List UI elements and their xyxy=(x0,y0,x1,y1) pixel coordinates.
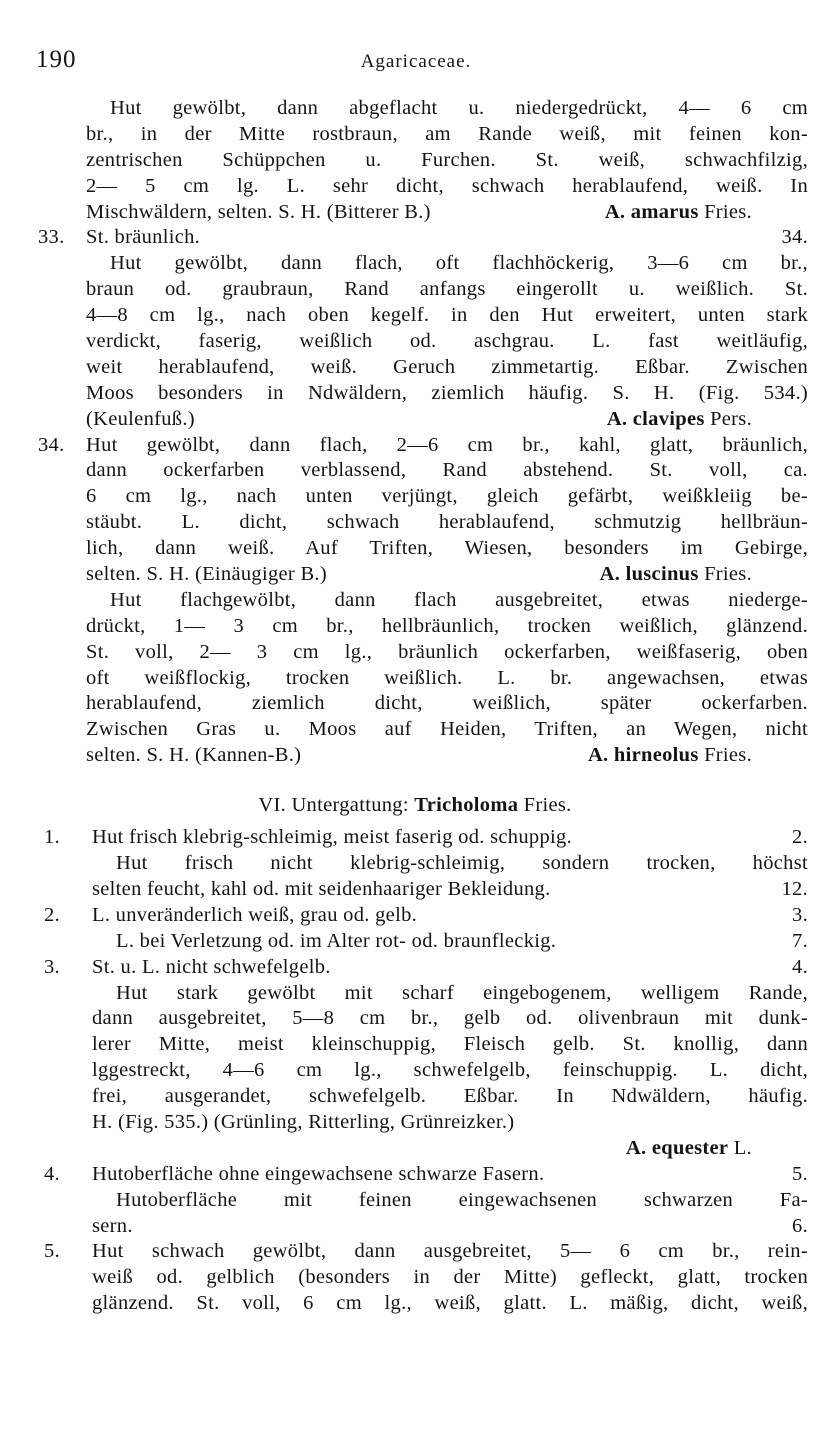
section-heading xyxy=(0,791,830,819)
text-line xyxy=(0,743,830,769)
section-author: Fries. xyxy=(518,794,572,817)
text-line-content: lggestreckt, 4—6 cm lg., schwefelgelb, feinschuppig. L. dicht, xyxy=(92,1059,808,1082)
page-header xyxy=(36,46,796,80)
text-line-content: frei, ausgerandet, schwefelgelb. Eßbar. In Ndwäldern, häufig. xyxy=(92,1085,808,1108)
text-line xyxy=(0,851,830,877)
text-line xyxy=(0,96,830,122)
text-line xyxy=(0,903,830,929)
key-text xyxy=(0,96,830,1317)
text-line xyxy=(0,355,830,381)
text-line-content: Hutoberfläche mit feinen eingewachsenen schwarzen Fa- xyxy=(116,1188,808,1211)
key-number: 3. xyxy=(44,955,60,978)
text-line-content: lerer Mitte, meist kleinschuppig, Fleisch gelb. St. knollig, dann xyxy=(92,1033,808,1056)
species-author: Fries. xyxy=(698,563,752,586)
species-binomial: A. equester xyxy=(625,1136,729,1159)
text-line xyxy=(0,407,830,433)
text-line xyxy=(0,640,830,666)
text-line-content: Zwischen Gras u. Moos auf Heiden, Triften, an Wegen, nicht xyxy=(86,718,808,741)
species-author: Fries. xyxy=(698,200,752,223)
species-name xyxy=(588,743,752,769)
species-author: Pers. xyxy=(704,407,752,430)
text-line-content: braun od. graubraun, Rand anfangs eingerollt u. weißlich. St. xyxy=(86,278,808,301)
species-name xyxy=(607,407,752,433)
text-line-content: dann ausgebreitet, 5—8 cm br., gelb od. olivenbraun mit dunk- xyxy=(92,1007,808,1030)
text-line xyxy=(0,536,830,562)
key-number: 34. xyxy=(38,433,65,456)
text-line xyxy=(0,329,830,355)
text-line-content: selten. S. H. (Kannen-B.) xyxy=(86,744,302,767)
key-number: 33. xyxy=(38,226,65,249)
text-line-content: oft weißflockig, trocken weißlich. L. br. angewachsen, etwas xyxy=(86,666,808,689)
text-line xyxy=(0,1032,830,1058)
text-line-content: St. u. L. nicht schwefelgelb. xyxy=(92,955,331,978)
key-reference: 6. xyxy=(792,1214,808,1237)
text-line xyxy=(0,717,830,743)
text-line xyxy=(0,484,830,510)
species-binomial: A. amarus xyxy=(604,200,699,223)
key-reference: 34. xyxy=(781,226,808,249)
text-line xyxy=(0,458,830,484)
text-line xyxy=(0,200,830,226)
text-line-content: Hutoberfläche ohne eingewachsene schwarze Fasern. xyxy=(92,1162,545,1185)
text-line-content: St. voll, 2— 3 cm lg., bräunlich ockerfarben, weißfaserig, oben xyxy=(86,640,808,663)
text-line xyxy=(0,174,830,200)
text-line-content: L. bei Verletzung od. im Alter rot- od. braunfleckig. xyxy=(116,929,557,952)
text-line-content: Mischwäldern, selten. S. H. (Bitterer B.) xyxy=(86,200,431,223)
text-line-content: Moos besonders in Ndwäldern, ziemlich häufig. S. H. (Fig. 534.) xyxy=(86,381,808,404)
text-line-content: 2— 5 cm lg. L. sehr dicht, schwach herablaufend, weiß. In xyxy=(86,174,808,197)
species-name xyxy=(605,200,752,226)
text-line xyxy=(0,825,830,851)
key-number: 1. xyxy=(44,826,60,849)
text-line xyxy=(0,251,830,277)
text-line xyxy=(0,666,830,692)
key-number: 2. xyxy=(44,903,60,926)
text-line-content: St. bräunlich. xyxy=(86,226,201,249)
text-line xyxy=(0,1006,830,1032)
text-line-content: H. (Fig. 535.) (Grünling, Ritterling, Grünreizker.) xyxy=(92,1110,515,1133)
text-line-content: Hut gewölbt, dann flach, oft flachhöckerig, 3—6 cm br., xyxy=(110,252,808,275)
species-author: Fries. xyxy=(698,744,752,767)
species-name xyxy=(626,1136,752,1162)
text-line xyxy=(0,303,830,329)
key-reference: 7. xyxy=(792,929,808,952)
species-author: L. xyxy=(728,1136,752,1159)
text-line xyxy=(0,1136,830,1162)
text-line xyxy=(0,614,830,640)
text-line xyxy=(0,1058,830,1084)
text-line-content: br., in der Mitte rostbraun, am Rande weiß, mit feinen kon- xyxy=(86,122,808,145)
text-line xyxy=(0,1239,830,1265)
text-line xyxy=(0,877,830,903)
text-line-content: glänzend. St. voll, 6 cm lg., weiß, glatt. L. mäßig, dicht, weiß, xyxy=(92,1292,808,1315)
text-line-content: Hut frisch klebrig-schleimig, meist faserig od. schuppig. xyxy=(92,826,572,849)
text-line-content: Hut flachgewölbt, dann flach ausgebreitet, etwas niederge- xyxy=(110,588,808,611)
text-line xyxy=(0,929,830,955)
text-line xyxy=(0,562,830,588)
text-line-content: Hut schwach gewölbt, dann ausgebreitet, 5— 6 cm br., rein- xyxy=(92,1240,808,1263)
text-line xyxy=(0,277,830,303)
text-line xyxy=(0,225,830,251)
text-line-content: selten. S. H. (Einäugiger B.) xyxy=(86,563,327,586)
text-line xyxy=(0,510,830,536)
text-line xyxy=(0,1084,830,1110)
text-line xyxy=(0,1110,830,1136)
running-head: Agaricaceae. xyxy=(360,51,472,72)
text-line xyxy=(0,122,830,148)
text-line-content: Hut gewölbt, dann abgeflacht u. niedergedrückt, 4— 6 cm xyxy=(110,97,808,119)
text-line-content: 4—8 cm lg., nach oben kegelf. in den Hut erweitert, unten stark xyxy=(86,304,808,327)
text-line-content: selten feucht, kahl od. mit seidenhaariger Bekleidung. xyxy=(92,877,551,900)
text-line-content: weit herablaufend, weiß. Geruch zimmetartig. Eßbar. Zwischen xyxy=(86,355,808,378)
text-line-content: Hut stark gewölbt mit scharf eingebogenem, welligem Rande, xyxy=(116,981,808,1004)
key-number: 5. xyxy=(44,1240,60,1263)
species-binomial: A. hirneolus xyxy=(587,744,699,767)
text-line xyxy=(0,1291,830,1317)
text-line xyxy=(0,1265,830,1291)
text-line-content: sern. xyxy=(92,1214,133,1237)
text-line-content: lich, dann weiß. Auf Triften, Wiesen, besonders im Gebirge, xyxy=(86,537,808,560)
text-line xyxy=(0,1214,830,1240)
species-binomial: A. luscinus xyxy=(599,563,699,586)
text-line-content: weiß od. gelblich (besonders in der Mitte) gefleckt, glatt, trocken xyxy=(92,1266,808,1289)
text-line-content: Hut frisch nicht klebrig-schleimig, sondern trocken, höchst xyxy=(116,852,808,875)
text-line-content: dann ockerfarben verblassend, Rand abstehend. St. voll, ca. xyxy=(86,459,808,482)
text-line-content: verdickt, faserig, weißlich od. aschgrau. L. fast weitläufig, xyxy=(86,330,808,353)
text-line xyxy=(0,1162,830,1188)
text-line-content: 6 cm lg., nach unten verjüngt, gleich gefärbt, weißkleiig be- xyxy=(86,485,808,508)
text-line xyxy=(0,588,830,614)
text-line xyxy=(0,433,830,459)
text-line xyxy=(0,381,830,407)
text-line-content: (Keulenfuß.) xyxy=(86,407,195,430)
key-reference: 12. xyxy=(781,877,808,900)
text-line xyxy=(0,955,830,981)
text-line-content: Hut gewölbt, dann flach, 2—6 cm br., kahl, glatt, bräunlich, xyxy=(86,433,808,456)
text-line xyxy=(0,1188,830,1214)
text-line-content: herablaufend, ziemlich dicht, weißlich, später ockerfarben. xyxy=(86,692,808,715)
key-reference: 3. xyxy=(792,903,808,926)
species-binomial: A. clavipes xyxy=(606,407,705,430)
text-line xyxy=(0,148,830,174)
text-line-content: zentrischen Schüppchen u. Furchen. St. weiß, schwachfilzig, xyxy=(86,148,808,171)
text-line xyxy=(0,691,830,717)
section-genus-name: Tricholoma xyxy=(414,794,519,817)
key-number: 4. xyxy=(44,1162,60,1185)
page-number: 190 xyxy=(36,46,77,73)
text-line-content: drückt, 1— 3 cm br., hellbräunlich, trocken weißlich, glänzend. xyxy=(86,614,808,637)
text-line-content: L. unveränderlich weiß, grau od. gelb. xyxy=(92,903,418,926)
text-line xyxy=(0,981,830,1007)
text-line-content: stäubt. L. dicht, schwach herablaufend, schmutzig hellbräun- xyxy=(86,511,808,534)
species-name xyxy=(600,562,752,588)
key-reference: 5. xyxy=(792,1162,808,1185)
key-reference: 4. xyxy=(792,955,808,978)
section-heading-label: VI. Untergattung: xyxy=(258,794,415,817)
key-reference: 2. xyxy=(792,826,808,849)
